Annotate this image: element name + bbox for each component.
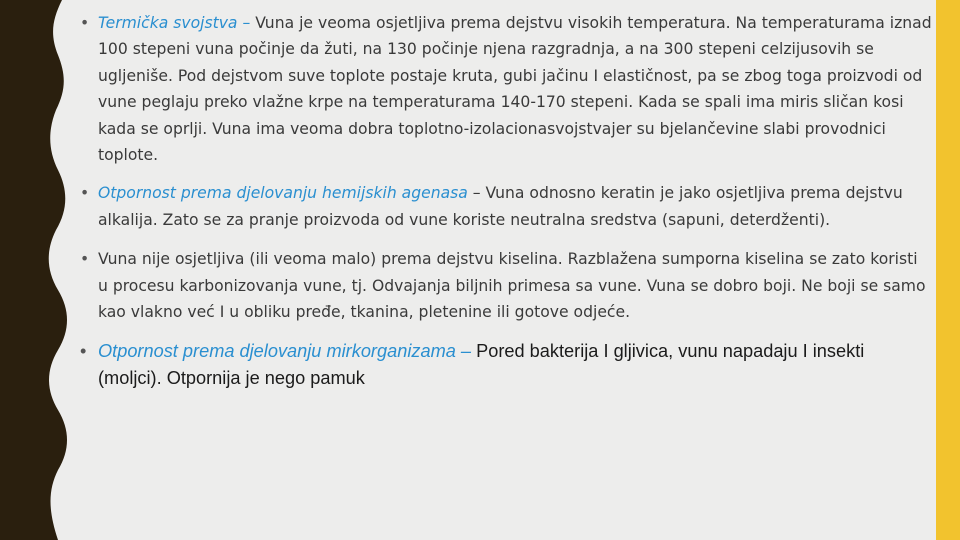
bullet-item-chemical-resistance: [80, 180, 932, 233]
bullet-dot-icon: •: [80, 14, 90, 32]
bullet-item-acid-sensitivity: [80, 246, 932, 325]
bullet-list: [80, 10, 932, 391]
bullet-lead-term: Termička svojstva –: [98, 14, 256, 32]
accent-strip: [936, 0, 960, 540]
bullet-text: Vuna nije osjetljiva (ili veoma malo) prema dejstvu kiselina. Razblažena sumporna kiselina se zato koristi u procesu karbonizovanja vune, tj. Odvajanja biljnih primesa sa vune. Vuna se dobro boji. Ne boji se samo kao vlakno već I u obliku pređe, tkanina, pletenine ili gotove odjeće.: [98, 250, 926, 322]
bullet-dot-icon: •: [80, 250, 90, 269]
wavy-left-border: [0, 0, 80, 540]
bullet-lead-term: Otpornost prema djelovanju mirkorganizama –: [98, 341, 477, 362]
bullet-text: Vuna je veoma osjetljiva prema dejstvu visokih temperatura. Na temperaturama iznad 100 stepeni vuna počinje da žuti, na 130 počinje njena razgradnja, a na 300 stepeni celzijusovih se ugljeniše. Pod dejstvom suve toplote postaje kruta, gubi jačinu I elastičnost, pa se zbog toga proizvodi od vune peglaju preko vlažne krpe na temperaturama 140-170 stepeni. Kada se spali ima miris sličan kosi kada se oprlji. Vuna ima veoma dobra toplotno-izolacionasvojstvajer su bjelančevine slabi provodnici toplote.: [98, 14, 932, 165]
bullet-text: – Vuna odnosno keratin je jako osjetljiva prema dejstvu alkalija. Zato se za pranje proizvoda od vune koriste neutralna sredstva (sapuni, deterdženti).: [98, 184, 903, 229]
bullet-text: Pored bakterija I gljivica, vunu napadaju I insekti (moljci). Otpornija je nego pamuk: [98, 341, 865, 388]
bullet-dot-icon: •: [80, 184, 90, 203]
bullet-item-thermal-properties: [80, 10, 932, 168]
bullet-dot-icon: •: [80, 341, 87, 362]
bullet-lead-term: Otpornost prema djelovanju hemijskih agenasa: [98, 184, 468, 203]
bullet-item-microorganism-resistance: [80, 338, 932, 391]
